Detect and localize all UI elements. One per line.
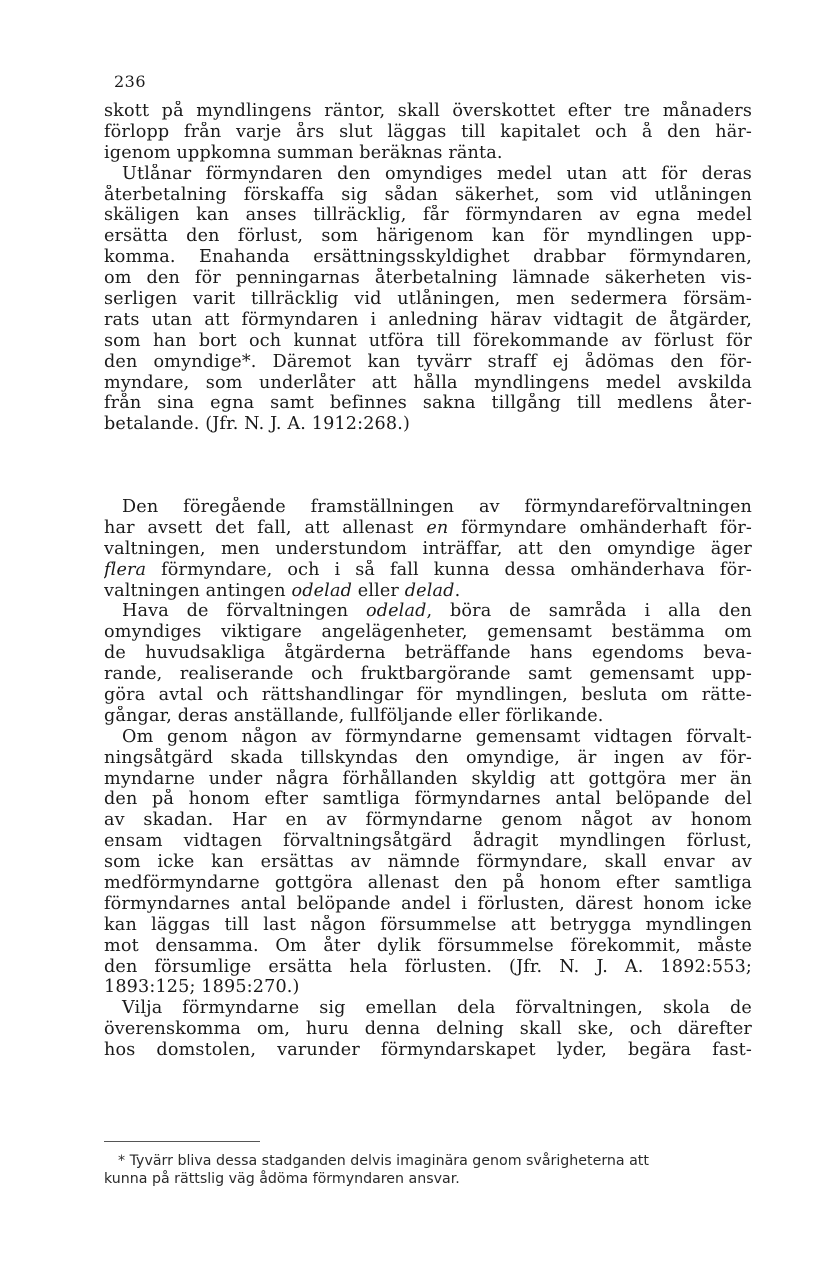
text-line: hos domstolen, varunder förmyndarskapet lyder, begära fast- [104, 1040, 752, 1061]
text-line: myndare, som underlåter att hålla myndlingens medel avskilda [104, 372, 752, 393]
paragraph-damage [104, 727, 752, 999]
text-line: som icke kan ersättas av nämnde förmyndare, skall envar av [104, 852, 752, 873]
paragraph-dela [104, 998, 752, 1061]
text-line: förmyndarnes antal belöpande andel i förlusten, därest honom icke [104, 893, 752, 914]
text-line: de huvudsakliga åtgärderna beträffande hans egendoms beva- [104, 643, 752, 664]
text-line: igenom uppkomna summan beräknas ränta. [104, 142, 503, 163]
text-line: den försumlige ersätta hela förlusten. (Jfr. N. J. A. 1892:553; [104, 956, 752, 977]
text-line: av skadan. Har en av förmyndarne genom något av honom [104, 810, 752, 831]
text-block-upper [104, 101, 752, 435]
text-line: Hava de förvaltningen odelad, böra de samråda i alla den [122, 601, 752, 622]
text-line: skäligen kan anses tillräcklig, får förmyndaren av egna medel [104, 205, 752, 226]
text-line: Den föregående framställningen av förmyndareförvaltningen [122, 497, 752, 517]
text-line: myndarne under några förhållanden skyldig att gottgöra mer än [104, 768, 752, 789]
page-number: 236 [114, 72, 147, 91]
text-line: mot densamma. Om åter dylik försummelse förekommit, måste [104, 935, 752, 956]
text-line: ensam vidtagen förvaltningsåtgärd ådragit myndlingen förlust, [104, 831, 752, 852]
text-line: överenskomma om, huru denna delning skall ske, och därefter [104, 1019, 752, 1040]
text-line: serligen varit tillräcklig vid utlåningen, men sedermera försäm- [104, 289, 752, 310]
text-line: har avsett det fall, att allenast en förmyndare omhänderhaft för- [104, 517, 752, 538]
text-line: betalande. (Jfr. N. J. A. 1912:268.) [104, 414, 410, 435]
text-line: medförmyndarne gottgöra allenast den på honom efter samtliga [104, 873, 752, 894]
footnote [104, 1152, 742, 1188]
text-line: rande, realiserande och fruktbargörande samt gemensamt upp- [104, 664, 752, 685]
text-line: Vilja förmyndarne sig emellan dela förvaltningen, skola de [122, 998, 752, 1019]
text-line: kan läggas till last någon försummelse att betrygga myndlingen [104, 914, 752, 935]
text-line: Utlånar förmyndaren den omyndiges medel utan att för deras [122, 163, 752, 184]
text-line: ersätta den förlust, som härigenom kan för myndlingen upp- [104, 226, 752, 247]
text-line: som han bort och kunnat utföra till förekommande av förlust för [104, 330, 752, 351]
text-line: förlopp från varje års slut läggas till kapitalet och å den här- [104, 121, 752, 142]
text-line: omyndiges viktigare angelägenheter, gemensamt bestämma om [104, 622, 752, 643]
text-line: om den för penningarnas återbetalning lämnade säkerheten vis- [104, 268, 752, 289]
text-line: återbetalning förskaffa sig sådan säkerhet, som vid utlåningen [104, 184, 752, 205]
text-block-lower [104, 497, 752, 1061]
text-line: komma. Enahanda ersättningsskyldighet drabbar förmyndaren, [104, 247, 752, 268]
text-line: rats utan att förmyndaren i anledning härav vidtagit de åtgärder, [104, 309, 752, 330]
footnote-divider [104, 1141, 260, 1142]
text-line: skott på myndlingens räntor, skall överskottet efter tre månaders [104, 101, 752, 121]
text-line: valtningen antingen odelad eller delad. [104, 580, 461, 601]
paragraph-intro [104, 497, 752, 601]
text-line: den omyndige*. Däremot kan tyvärr straff ej ådömas den för- [104, 351, 752, 372]
text-line: flera förmyndare, och i så fall kunna dessa omhänderhava för- [104, 559, 752, 580]
text-line: Om genom någon av förmyndarne gemensamt vidtagen förvalt- [122, 726, 752, 747]
paragraph-continuation [104, 101, 752, 164]
text-line: från sina egna samt befinnes sakna tillgång till medlens åter- [104, 393, 752, 414]
text-line: ningsåtgärd skada tillskyndas den omyndige, är ingen av för- [104, 747, 752, 768]
text-line: den på honom efter samtliga förmyndarnes antal belöpande del [104, 789, 752, 810]
text-line: 1893:125; 1895:270.) [104, 977, 300, 998]
text-line: valtningen, men understundom inträffar, att den omyndige äger [104, 538, 752, 559]
text-line: gångar, deras anställande, fullföljande eller förlikande. [104, 705, 604, 726]
paragraph-odelad [104, 601, 752, 726]
paragraph-loan [104, 164, 752, 436]
text-line: göra avtal och rättshandlingar för myndlingen, besluta om rätte- [104, 685, 752, 706]
footnote-line: kunna på rättslig väg ådöma förmyndaren ansvar. [104, 1171, 460, 1187]
footnote-line: * Tyvärr bliva dessa stadganden delvis imaginära genom svårigheterna att [118, 1153, 649, 1169]
